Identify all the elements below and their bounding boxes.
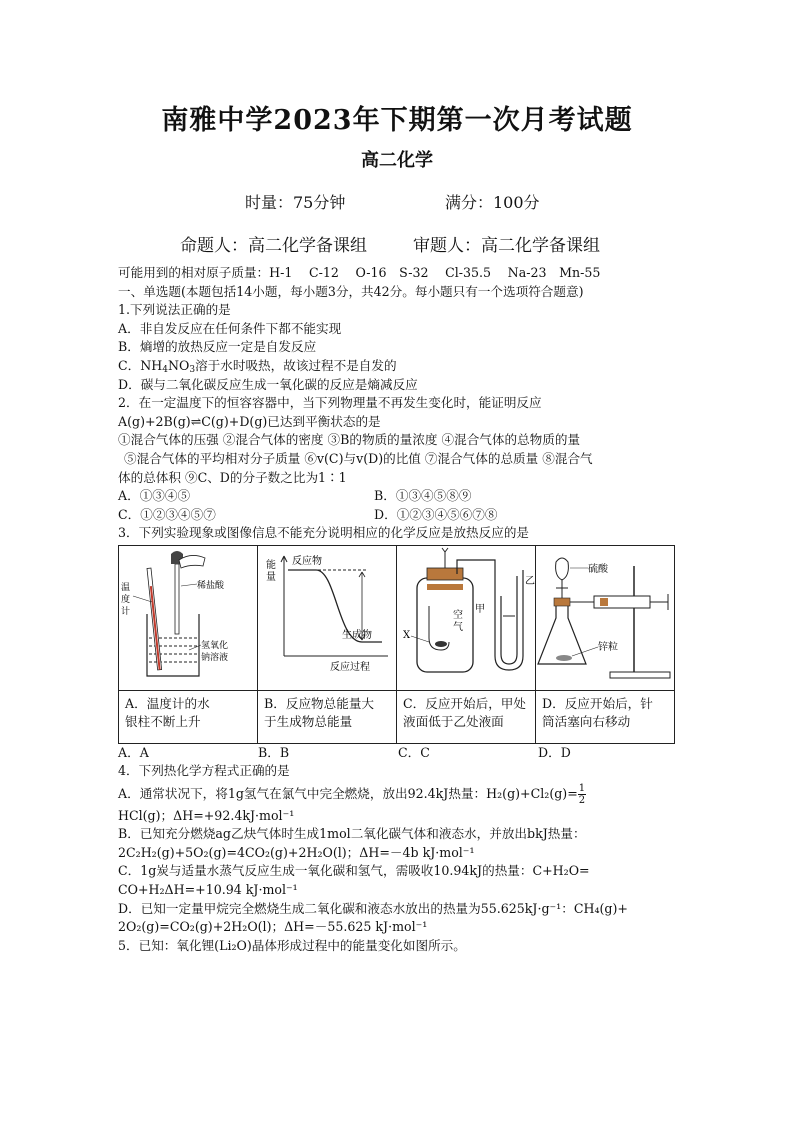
- thermometer-label: 温: [121, 582, 131, 593]
- hydrochloric-acid-label: 稀盐酸: [197, 580, 225, 591]
- syringe-flask-diagram: [536, 546, 674, 684]
- q3-option-c: C．C: [398, 744, 430, 760]
- q5-stem: 5．已知：氧化锂(Li₂O)晶体形成过程中的能量变化如图所示。: [118, 937, 466, 953]
- q3-option-a: A．A: [118, 744, 149, 760]
- q4-option-d: D．已知一定量甲烷完全燃烧生成二氧化碳和液态水放出的热量为55.625kJ·g⁻¹：CH₄(g)+: [118, 900, 628, 916]
- energy-axis-label: 量: [266, 571, 276, 583]
- q1-c-text: C．NH: [118, 357, 163, 373]
- product-label: 生成物: [342, 629, 372, 641]
- exam-subtitle: 高二化学: [361, 150, 433, 171]
- sodium-hydroxide-label: 钠溶液: [201, 652, 229, 663]
- q3-stem: 3．下列实验现象或图像信息不能充分说明相应的化学反应是放热反应的是: [118, 525, 530, 541]
- q2-option-d: D．①②③④⑤⑥⑦⑧: [374, 506, 498, 522]
- q2-condition-1: ①混合气体的压强 ②混合气体的密度 ③B的物质的量浓度 ④混合气体的总物质的量: [118, 432, 581, 448]
- caption-line: C．反应开始后，甲处: [403, 695, 526, 711]
- air-label: 气: [453, 621, 463, 633]
- question-reviewer: 审题人：高二化学备课组: [413, 236, 600, 256]
- q2-reaction: A(g)+2B(g)⇌C(g)+D(g)已达到平衡状态的是: [118, 413, 381, 429]
- reactant-label: 反应物: [292, 555, 322, 567]
- q4-option-c-cont: CO+H₂ΔH=+10.94 kJ·mol⁻¹: [118, 882, 298, 898]
- q4-option-b-cont: 2C₂H₂(g)+5O₂(g)=4CO₂(g)+2H₂O(l)；ΔH=－4b kJ·mol⁻¹: [118, 844, 475, 860]
- yi-label: 乙: [525, 575, 535, 587]
- q3-figure-c: [397, 545, 536, 690]
- q2-condition-2: ⑤混合气体的平均相对分子质量 ⑥v(C)与v(D)的比值 ⑦混合气体的总质量 ⑧混合气: [124, 450, 593, 466]
- sulfuric-acid-label: 硫酸: [588, 563, 608, 575]
- thermometer-label: 度: [121, 594, 131, 605]
- caption-line: B．反应物总能量大: [264, 695, 375, 711]
- q2-stem: 2．在一定温度下的恒容容器中，当下列物理量不再发生变化时，能证明反应: [118, 395, 542, 411]
- full-score: 满分：100分: [445, 193, 540, 212]
- q2-option-b: B．①③④⑤⑧⑨: [374, 488, 472, 504]
- q1-c-text: 溶于水时吸热，故该过程不是自发的: [195, 357, 397, 373]
- reaction-progress-label: 反应过程: [330, 661, 370, 673]
- q3-option-b: B．B: [258, 744, 290, 760]
- q4-stem: 4．下列热化学方程式正确的是: [118, 763, 290, 779]
- u-tube-bottle-diagram: [397, 546, 535, 684]
- caption-line: 于生成物总能量: [264, 713, 353, 729]
- q1-c-sub: 4: [162, 364, 168, 375]
- q2-option-a: A．①③④⑤: [118, 488, 191, 504]
- q3-caption-a: [119, 690, 258, 743]
- q1-option-c: [118, 357, 678, 376]
- q2-options-row2: [118, 506, 678, 525]
- q3-figure-a: [119, 545, 258, 690]
- q3-option-d: D．D: [538, 744, 571, 760]
- exam-body: [118, 264, 678, 955]
- fraction-half: [578, 783, 586, 806]
- q1-option-d: D．碳与二氧化碳反应生成一氧化碳的反应是熵减反应: [118, 376, 418, 392]
- energy-axis-label: 能: [266, 559, 276, 571]
- fraction-numerator: 1: [578, 782, 586, 794]
- q2-option-c: C．①②③④⑤⑦: [118, 506, 216, 522]
- q1-option-a: A．非自发反应在任何条件下都不能实现: [118, 320, 342, 336]
- q4-option-b: B．已知充分燃烧ag乙炔气体时生成1mol二氧化碳气体和液态水，并放出bkJ热量：: [118, 826, 586, 842]
- caption-line: 液面低于乙处液面: [403, 713, 504, 729]
- thermometer-label: 计: [121, 606, 131, 617]
- q2-condition-3: 体的总体积 ⑨C、D的分子数之比为1∶1: [118, 469, 347, 485]
- q4-option-a: [118, 781, 678, 807]
- q3-figure-b: [258, 545, 397, 690]
- q3-options: [118, 744, 678, 763]
- jia-label: 甲: [475, 603, 485, 615]
- x-label: X: [403, 629, 411, 641]
- q4-option-d-cont: 2O₂(g)=CO₂(g)+2H₂O(l)；ΔH=－55.625 kJ·mol⁻¹: [118, 919, 428, 935]
- caption-line: A．温度计的水: [125, 695, 210, 711]
- q3-figure-d: [536, 545, 675, 690]
- caption-line: 筒活塞向右移动: [542, 713, 631, 729]
- q1-option-b: B．熵增的放热反应一定是自发反应: [118, 339, 317, 355]
- q3-caption-c: [397, 690, 536, 743]
- air-label: 空: [453, 609, 463, 621]
- q3-figure-table: [118, 545, 675, 744]
- time-limit: 时量：75分钟: [245, 193, 346, 212]
- q1-c-text: NO: [167, 357, 190, 373]
- q3-caption-b: [258, 690, 397, 743]
- fraction-denominator: 2: [578, 794, 586, 806]
- atomic-mass-line: 可能用到的相对原子质量：H-1 C-12 O-16 S-32 Cl-35.5 Na-23 Mn-55: [118, 265, 601, 280]
- q2-options-row1: [118, 487, 678, 506]
- zinc-label: 锌粒: [598, 641, 618, 653]
- sodium-hydroxide-label: 氢氧化: [201, 640, 229, 651]
- caption-line: D．反应开始后，针: [542, 695, 653, 711]
- q4-option-a-cont: HCl(g)；ΔH=+92.4kJ·mol⁻¹: [118, 807, 295, 823]
- section-heading: 一、单选题(本题包括14小题，每小题3分，共42分。每小题只有一个选项符合题意): [118, 283, 584, 299]
- question-author: 命题人：高二化学备课组: [180, 236, 367, 256]
- exam-title: 南雅中学2023年下期第一次月考试题: [161, 105, 633, 136]
- q1-stem: 1.下列说法正确的是: [118, 302, 231, 318]
- q4-a-text: A．通常状况下，将1g氢气在氯气中完全燃烧，放出92.4kJ热量：H₂(g)+Cl₂(g)=: [118, 785, 578, 801]
- q1-c-sub: 3: [189, 364, 196, 375]
- q3-caption-d: [536, 690, 675, 743]
- thermometer-beaker-diagram: [119, 546, 257, 684]
- energy-profile-diagram: [258, 546, 396, 684]
- caption-line: 银柱不断上升: [125, 713, 201, 729]
- q4-option-c: C．1g炭与适量水蒸气反应生成一氧化碳和氢气，需吸收10.94kJ的热量：C+H₂O=: [118, 863, 590, 879]
